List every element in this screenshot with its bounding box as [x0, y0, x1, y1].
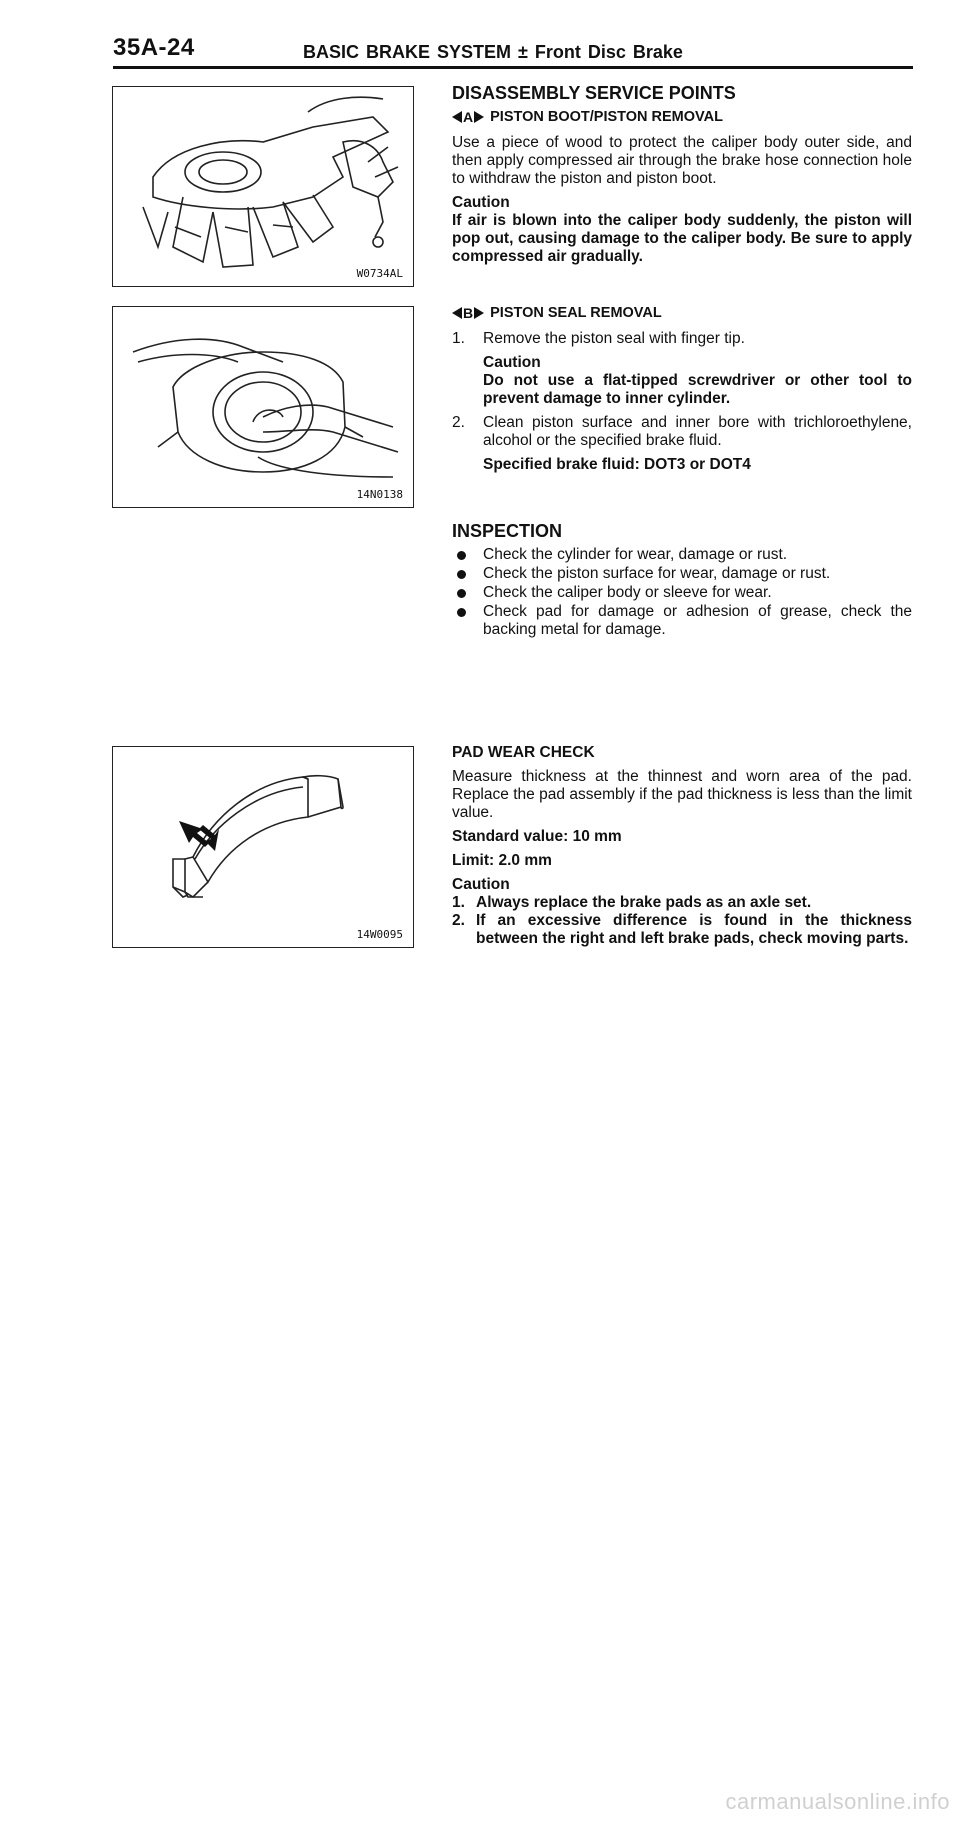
caution-text: Always replace the brake pads as an axle set.: [476, 894, 812, 911]
caution-number: 2.: [452, 912, 465, 929]
tag-b: [452, 304, 484, 322]
list-item: [452, 584, 912, 602]
step-text: Remove the piston seal with finger tip.: [483, 330, 745, 347]
bullet-icon: [452, 546, 483, 564]
figure-brake-pad: [112, 746, 414, 948]
figure-piston-seal: [112, 306, 414, 508]
triangle-left-icon: [452, 307, 462, 319]
caution-label: Caution: [452, 876, 510, 893]
figure-code: 14N0138: [356, 488, 403, 501]
body-text: Measure thickness at the thinnest and worn area of the pad. Replace the pad assembly if the pad thickness is less than the limit value.: [452, 768, 912, 821]
step-item: [452, 414, 912, 450]
section-heading: INSPECTION: [452, 521, 563, 541]
caution-text: If an excessive difference is found in the thickness between the right and left brake pads, check moving parts.: [476, 912, 912, 947]
subsection-b-title: [452, 304, 912, 322]
figure-code: 14W0095: [356, 928, 403, 941]
list-item-text: Check the cylinder for wear, damage or rust.: [483, 546, 788, 563]
list-item: [452, 603, 912, 639]
step-number: 1.: [452, 330, 465, 347]
page-number: 35A-24: [113, 34, 195, 61]
subsection-title-text: PISTON BOOT/PISTON REMOVAL: [490, 109, 723, 125]
page-header: [113, 34, 913, 68]
caution-label: Caution: [452, 194, 510, 211]
body-text: Use a piece of wood to protect the caliper body outer side, and then apply compressed air through the brake hose connection hole to withdraw the piston and piston boot.: [452, 134, 912, 187]
list-item-text: Check the piston surface for wear, damage or rust.: [483, 565, 831, 582]
triangle-right-icon: [474, 307, 484, 319]
caution-number: 1.: [452, 894, 465, 911]
subsection-title-text: PISTON SEAL REMOVAL: [490, 305, 662, 321]
inspection-list: [452, 546, 912, 639]
tag-letter: A: [463, 109, 474, 125]
subsection-heading: PAD WEAR CHECK: [452, 744, 595, 761]
step-item: [452, 330, 912, 348]
watermark: carmanualsonline.info: [725, 1789, 950, 1814]
step-text: Clean piston surface and inner bore with trichloroethylene, alcohol or the specified brake fluid.: [483, 414, 912, 449]
list-item: [452, 546, 912, 564]
figure-caliper-air: [112, 86, 414, 287]
bullet-icon: [452, 584, 483, 602]
caution-item: [452, 894, 912, 912]
header-title: BASIC BRAKE SYSTEM ± Front Disc Brake: [303, 42, 683, 62]
brake-pad-illustration: [113, 747, 413, 947]
caution-label: Caution: [483, 354, 541, 371]
caution-text: Do not use a flat-tipped screwdriver or other tool to prevent damage to inner cylinder.: [483, 372, 912, 407]
section-heading: DISASSEMBLY SERVICE POINTS: [452, 83, 736, 103]
piston-seal-section: [452, 304, 912, 480]
figure-code: W0734AL: [356, 267, 403, 280]
pad-wear-section: [452, 744, 912, 954]
disassembly-section: [452, 84, 912, 272]
caution-item: [452, 912, 912, 948]
bullet-icon: [452, 565, 483, 583]
subsection-a-title: [452, 108, 912, 126]
caution-text: If air is blown into the caliper body suddenly, the piston will pop out, causing damage to the caliper body. Be sure to apply compressed air gradually.: [452, 212, 912, 265]
triangle-left-icon: [452, 111, 462, 123]
standard-value: Standard value: 10 mm: [452, 828, 622, 845]
list-item-text: Check pad for damage or adhesion of grease, check the backing metal for damage.: [483, 603, 912, 638]
list-item-text: Check the caliper body or sleeve for wear.: [483, 584, 772, 601]
caution-block: [452, 354, 912, 408]
limit-value: Limit: 2.0 mm: [452, 852, 552, 869]
tag-a: [452, 108, 484, 126]
header-rule: [113, 66, 913, 69]
piston-seal-illustration: [113, 307, 413, 507]
list-item: [452, 565, 912, 583]
caliper-illustration: [113, 87, 413, 286]
step-number: 2.: [452, 414, 465, 431]
triangle-right-icon: [474, 111, 484, 123]
spec-text: Specified brake fluid: DOT3 or DOT4: [483, 456, 751, 473]
bullet-icon: [452, 603, 483, 639]
inspection-section: [452, 522, 912, 640]
tag-letter: B: [463, 305, 474, 321]
